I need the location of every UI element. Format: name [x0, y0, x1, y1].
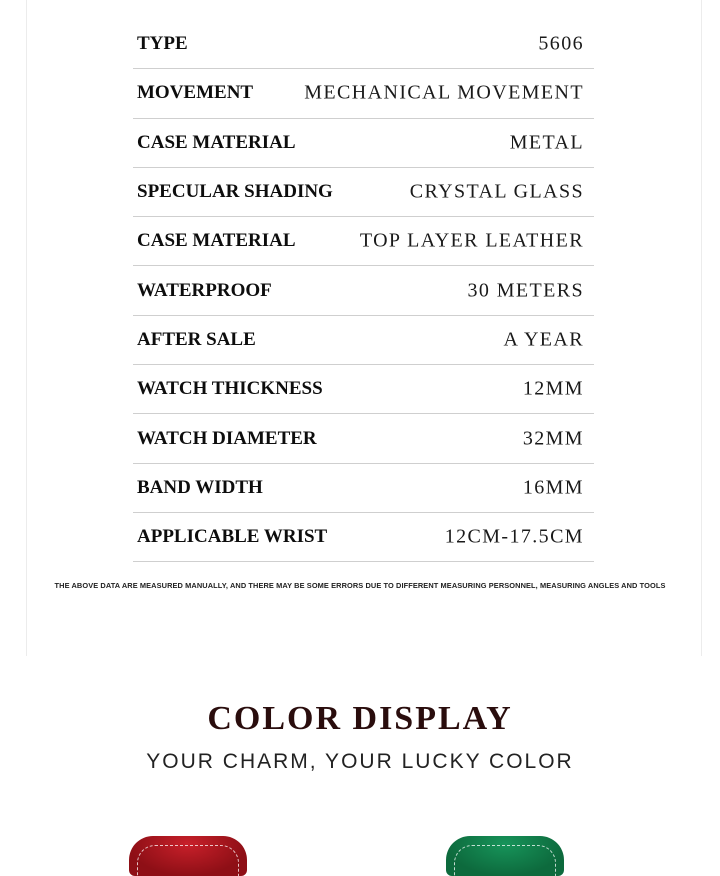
spec-label: MOVEMENT [137, 82, 254, 104]
spec-value: CRYSTAL GLASS [409, 180, 584, 203]
spec-value: A YEAR [503, 328, 584, 351]
spec-label: TYPE [137, 33, 188, 55]
spec-value: 16MM [522, 476, 584, 499]
measurement-disclaimer: THE ABOVE DATA ARE MEASURED MANUALLY, AND THERE MAY BE SOME ERRORS DUE TO DIFFERENT MEASURING PERSONNEL, MEASURING ANGLES AND TOOLS [54, 581, 666, 590]
spec-label: SPECULAR SHADING [137, 181, 333, 203]
spec-value: 12CM-17.5CM [444, 525, 584, 548]
spec-value: 12MM [522, 377, 584, 400]
spec-value: METAL [509, 131, 584, 154]
spec-label: WATCH THICKNESS [137, 378, 323, 400]
stitch-detail [454, 845, 556, 876]
spec-row-after-sale [133, 316, 594, 365]
spec-label: WATCH DIAMETER [137, 427, 317, 449]
spec-value: TOP LAYER LEATHER [359, 229, 584, 252]
spec-table [133, 20, 594, 562]
stitch-detail [137, 845, 239, 876]
spec-row-band-width [133, 464, 594, 513]
spec-value: MECHANICAL MOVEMENT [304, 81, 584, 104]
color-display-title: COLOR DISPLAY [207, 700, 513, 737]
spec-value: 5606 [538, 32, 584, 55]
spec-row-type [133, 20, 594, 69]
spec-label: AFTER SALE [137, 328, 256, 350]
spec-label: APPLICABLE WRIST [137, 526, 328, 548]
green-strap-swatch[interactable] [446, 836, 564, 876]
spec-label: WATERPROOF [137, 279, 272, 301]
spec-value: 30 METERS [467, 279, 584, 302]
spec-row-waterproof [133, 266, 594, 315]
spec-row-watch-diameter [133, 414, 594, 463]
spec-label: CASE MATERIAL [137, 230, 296, 252]
spec-value: 32MM [522, 427, 584, 450]
spec-row-case-material [133, 119, 594, 168]
spec-row-case-material-2 [133, 217, 594, 266]
spec-label: CASE MATERIAL [137, 131, 296, 153]
spec-label: BAND WIDTH [137, 476, 263, 498]
spec-row-movement [133, 69, 594, 118]
spec-row-watch-thickness [133, 365, 594, 414]
color-display-subtitle: YOUR CHARM, YOUR LUCKY COLOR [146, 750, 574, 773]
red-strap-swatch[interactable] [129, 836, 247, 876]
spec-row-specular-shading [133, 168, 594, 217]
spec-row-applicable-wrist [133, 513, 594, 562]
